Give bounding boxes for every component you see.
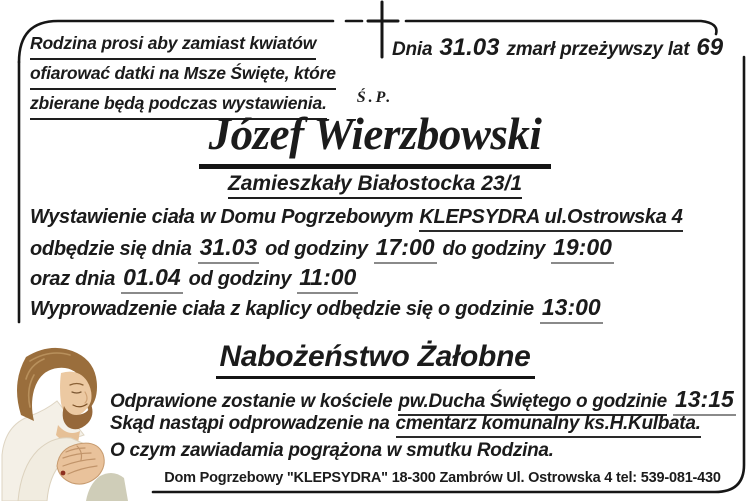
wake-line-1-text: Wystawienie ciała w Domu Pogrzebowym xyxy=(30,206,414,228)
death-phrase: zmarł przeżywszy lat xyxy=(506,39,690,60)
death-word: Dnia xyxy=(392,39,433,60)
service-time: 13:15 xyxy=(673,386,736,416)
service-line-1-text: Odprawione zostanie w kościele xyxy=(110,391,393,412)
wake-start-time: 17:00 xyxy=(374,234,437,264)
wake-line-3-text: od godziny xyxy=(188,268,292,290)
wake-line-1 xyxy=(30,206,683,232)
mourning-heading: Nabożeństwo Żałobne xyxy=(216,340,535,379)
wake-line-2 xyxy=(30,234,614,264)
donation-note-line: zbierane będą podczas wystawienia. xyxy=(30,90,360,120)
deceased-name-wrap xyxy=(0,108,750,169)
frame-top-right xyxy=(406,21,716,34)
wake-time-2: 11:00 xyxy=(297,264,358,294)
wake-line-3-text: oraz dnia xyxy=(30,268,116,290)
funeral-home-footer: Dom Pogrzebowy "KLEPSYDRA" 18-300 Zambrów Ul. Ostrowska 4 tel: 539-081-430 xyxy=(164,470,721,486)
death-date-line xyxy=(392,34,723,62)
donation-note-line: Rodzina prosi aby zamiast kwiatów xyxy=(30,30,360,60)
wake-line-4 xyxy=(30,294,603,324)
family-notice-text: O czym zawiadamia pogrążona w smutku Rodzina. xyxy=(110,440,554,461)
death-date: 31.03 xyxy=(439,34,500,61)
service-line-2-text: Skąd nastąpi odprowadzenie na xyxy=(110,413,390,434)
sp-abbreviation: Ś.P. xyxy=(356,89,394,106)
praying-jesus-image xyxy=(0,345,130,501)
deceased-name: Józef Wierzbowski xyxy=(199,108,552,169)
donation-note-line: ofiarować datki na Msze Święte, które xyxy=(30,60,360,90)
wake-date: 31.03 xyxy=(198,234,260,264)
wake-line-4-text: Wyprowadzenie ciała z kaplicy odbędzie się o godzinie xyxy=(30,298,534,320)
service-line-2 xyxy=(110,413,701,438)
wake-date-2: 01.04 xyxy=(121,264,183,294)
cemetery-name: cmentarz komunalny ks.H.Kulbata. xyxy=(396,413,701,438)
residence-wrap xyxy=(0,172,750,199)
wake-line-1-place: KLEPSYDRA ul.Ostrowska 4 xyxy=(419,206,682,232)
residence-line: Zamieszkały Białostocka 23/1 xyxy=(228,172,522,199)
death-age: 69 xyxy=(696,34,724,61)
wake-line-3 xyxy=(30,264,358,294)
service-line-3 xyxy=(110,440,554,462)
wake-line-2-text: do godziny xyxy=(442,238,546,260)
wake-line-2-text: odbędzie się dnia xyxy=(30,238,192,260)
departure-time: 13:00 xyxy=(540,294,603,324)
wake-end-time: 19:00 xyxy=(551,234,614,264)
wake-line-2-text: od godziny xyxy=(265,238,368,260)
service-line-1 xyxy=(110,386,736,416)
service-church: pw.Ducha Świętego o godzinie xyxy=(398,391,667,416)
